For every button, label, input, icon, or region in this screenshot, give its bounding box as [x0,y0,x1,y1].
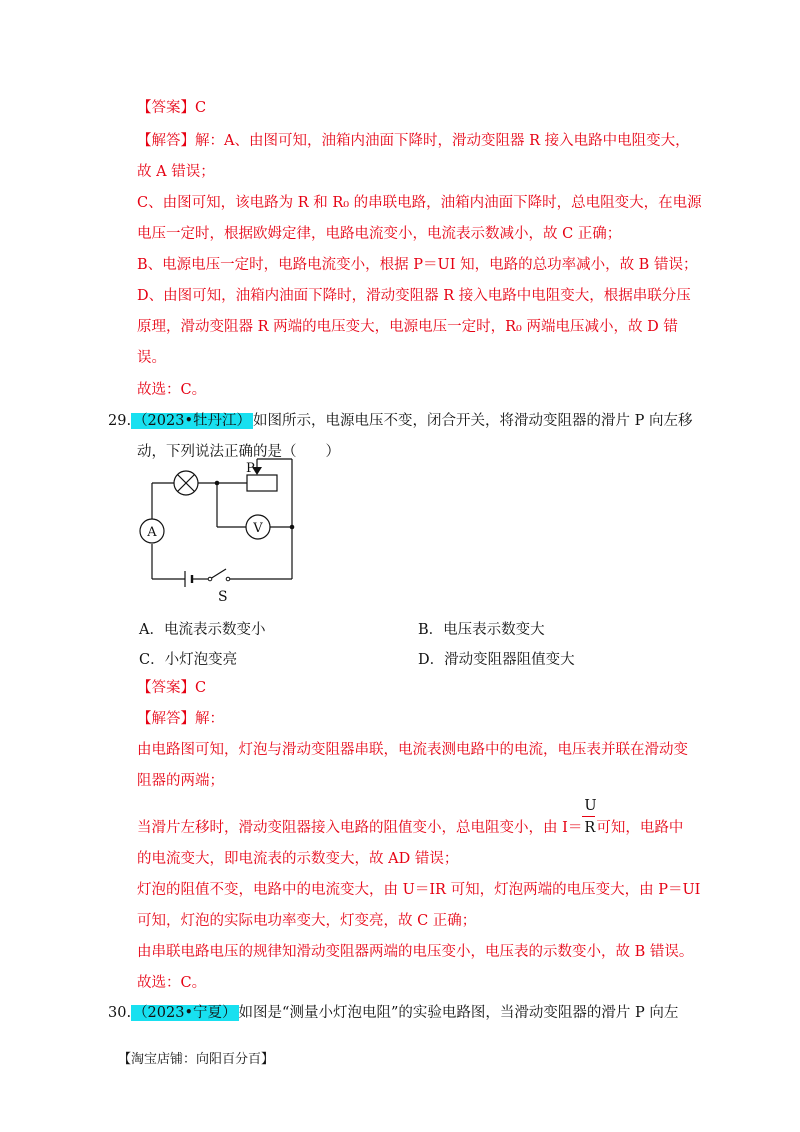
q28-explain-line: 电压一定时，根据欧姆定律，电路电流变小，电流表示数减小，故 C 正确； [137,226,622,242]
q29-explain-text: 可知，电路中 [596,820,684,836]
q29-explain-line: 可知，灯泡的实际电功率变大，灯变亮，故 C 正确； [137,913,477,929]
q29-option-d: D．滑动变阻器阻值变大 [418,652,575,668]
circuit-diagram [130,456,310,606]
q29-option-c: C．小灯泡变亮 [139,652,238,668]
q29-explain-head: 【解答】解： [137,711,224,727]
switch-label: S [218,589,228,605]
lamp-icon [174,471,198,495]
junction-dot [215,481,220,486]
q29-option-b: B．电压表示数变大 [418,622,545,638]
q29-explain-line: 灯泡的阻值不变，电路中的电流变大，由 U＝IR 可知，灯泡两端的电压变大，由 P＝UI [137,882,701,898]
voltmeter-label: V [253,521,263,536]
q29-answer: 【答案】C [137,680,207,696]
q29-stem: 如图所示，电源电压不变，闭合开关，将滑动变阻器的滑片 P 向左移 [253,413,693,429]
q28-explain-line: 误。 [137,350,166,366]
fraction-denominator: R [584,820,596,836]
q28-explain-line: 故 A 错误； [137,164,215,180]
voltmeter-icon [246,515,270,539]
fraction-numerator: U [584,798,597,814]
fraction-bar [582,816,595,817]
q29-stem-second-line: 动，下列说法正确的是（ ） [137,444,340,460]
q29-choose: 故选：C。 [137,975,207,991]
ammeter-label: A [147,525,157,540]
battery-icon [185,571,192,587]
q28-choose: 故选：C。 [137,382,207,398]
slider-label: P [246,461,255,476]
junction-dot [290,525,295,530]
q29-number: 29. [108,413,132,429]
q28-explain-line: D、由图可知，油箱内油面下降时，滑动变阻器 R 接入电路中电阻变大，根据串联分压 [137,288,691,304]
q29-explain-line: 由串联电路电压的规律知滑动变阻器两端的电压变小，电压表的示数变小，故 B 错误。 [137,944,694,960]
q29-source-tag: （2023•牡丹江） [133,413,252,429]
ammeter-icon [140,519,164,543]
q28-answer: 【答案】C [137,100,207,116]
q29-explain-text: 当滑片左移时，滑动变阻器接入电路的阻值变小，总电阻变小，由 I＝ [137,820,583,836]
q29-stem-first-line [108,411,693,431]
q28-explain-line: B、电源电压一定时，电路电流变小，根据 P＝UI 知，电路的总功率减小，故 B 错误； [137,257,698,273]
fraction-u-over-r [582,798,597,838]
q29-explain-line: 由电路图可知，灯泡与滑动变阻器串联，电流表测电路中的电流，电压表并联在滑动变 [137,742,688,758]
q30-stem: 如图是“测量小灯泡电阻”的实验电路图，当滑动变阻器的滑片 P 向左 [238,1005,679,1021]
q29-explain-line: 的电流变大，即电流表的示数变大，故 AD 错误； [137,851,459,867]
q28-explain-line: 【解答】解：A、由图可知，油箱内油面下降时，滑动变阻器 R 接入电路中电阻变大， [137,133,690,149]
q29-option-a: A．电流表示数变小 [139,622,266,638]
q28-explain-line: C、由图可知，该电路为 R 和 R₀ 的串联电路，油箱内油面下降时，总电阻变大，在电源 [137,195,702,211]
switch-icon [208,569,230,581]
q29-explain-line-with-fraction [137,798,684,838]
q30-number: 30. [108,1005,132,1021]
footer-shop-label: 【淘宝店铺：向阳百分百】 [118,1052,275,1067]
q30-stem-line [108,1003,678,1023]
q28-explain-line: 原理，滑动变阻器 R 两端的电压变大，电源电压一定时，R₀ 两端电压减小，故 D 错 [137,319,678,335]
q29-explain-line: 阻器的两端； [137,773,224,789]
q30-source-tag: （2023•宁夏） [133,1005,237,1021]
